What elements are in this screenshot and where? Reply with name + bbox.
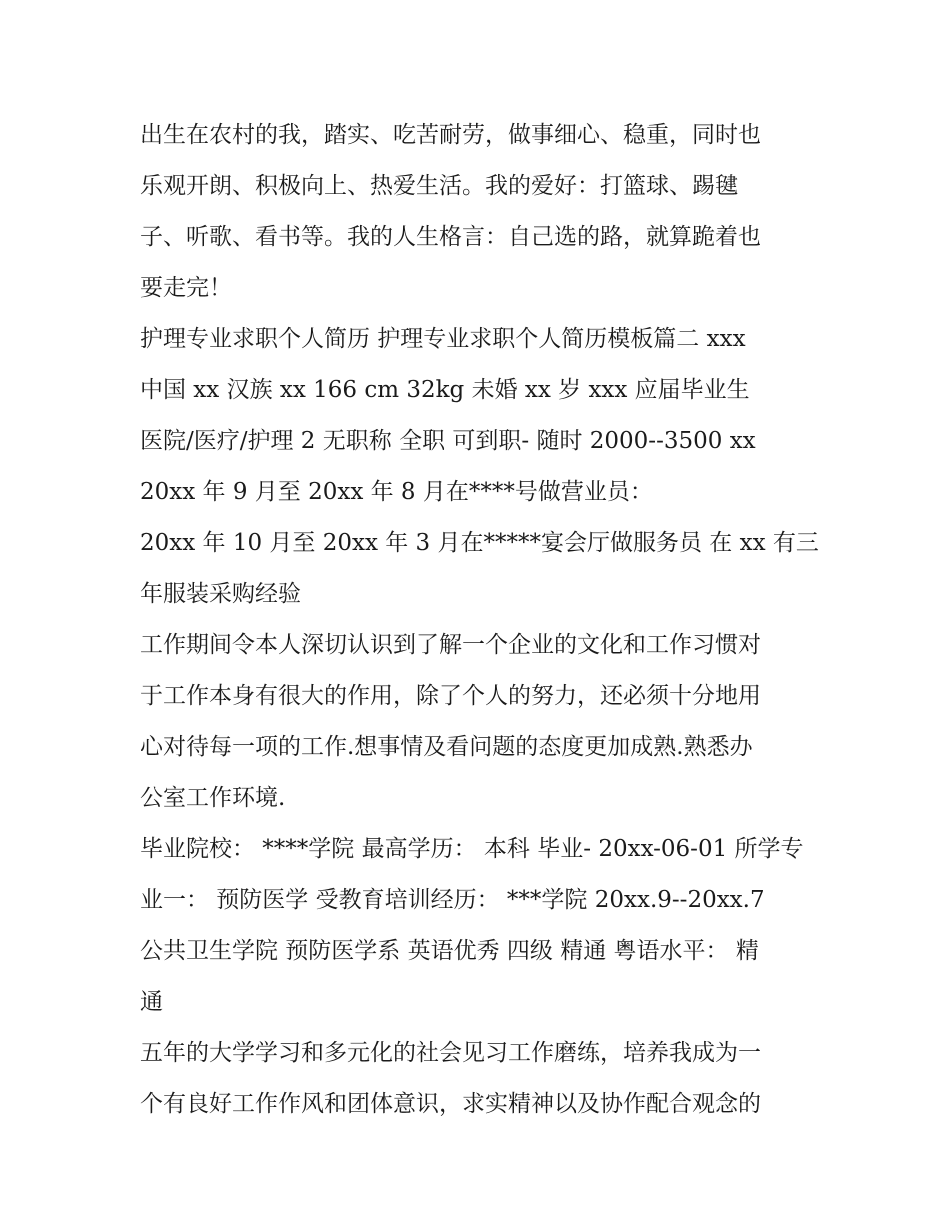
text-line: 20xx 年 9 月至 20xx 年 8 月在****号做营业员： <box>140 479 653 505</box>
text-line: 公室工作环境. <box>140 785 286 811</box>
text-line: 心对待每一项的工作.想事情及看问题的态度更加成熟.熟悉办 <box>140 734 753 760</box>
text-line: 乐观开朗、积极向上、热爱生活。我的爱好：打篮球、踢毽 <box>140 173 738 199</box>
text-line: 业一： 预防医学 受教育培训经历： ***学院 20xx.9--20xx.7 <box>140 887 765 913</box>
text-line: 子、听歌、看书等。我的人生格言：自己选的路，就算跪着也 <box>140 224 761 250</box>
text-line: 个有良好工作作风和团体意识，求实精神以及协作配合观念的 <box>140 1091 761 1117</box>
text-line: 20xx 年 10 月至 20xx 年 3 月在*****宴会厅做服务员 在 xx 有三 <box>140 530 819 556</box>
text-line: 五年的大学学习和多元化的社会见习工作磨练，培养我成为一 <box>140 1040 761 1066</box>
text-line: 中国 xx 汉族 xx 166 cm 32kg 未婚 xx 岁 xxx 应届毕业生 <box>140 377 750 403</box>
document-body <box>140 110 820 1130</box>
section-heading: 护理专业求职个人简历 护理专业求职个人简历模板篇二 xxx <box>140 326 746 352</box>
text-line: 要走完！ <box>140 275 232 301</box>
text-line: 工作期间令本人深切认识到了解一个企业的文化和工作习惯对 <box>140 632 761 658</box>
text-line: 公共卫生学院 预防医学系 英语优秀 四级 精通 粤语水平： 精 <box>140 938 759 964</box>
text-line: 出生在农村的我，踏实、吃苦耐劳，做事细心、稳重，同时也 <box>140 122 761 148</box>
text-line: 于工作本身有很大的作用，除了个人的努力，还必须十分地用 <box>140 683 761 709</box>
text-line: 通 <box>140 989 163 1015</box>
text-line: 医院/医疗/护理 2 无职称 全职 可到职- 随时 2000--3500 xx <box>140 428 756 454</box>
text-line: 毕业院校： ****学院 最高学历： 本科 毕业- 20xx-06-01 所学专 <box>140 836 804 862</box>
text-line: 年服装采购经验 <box>140 581 301 607</box>
